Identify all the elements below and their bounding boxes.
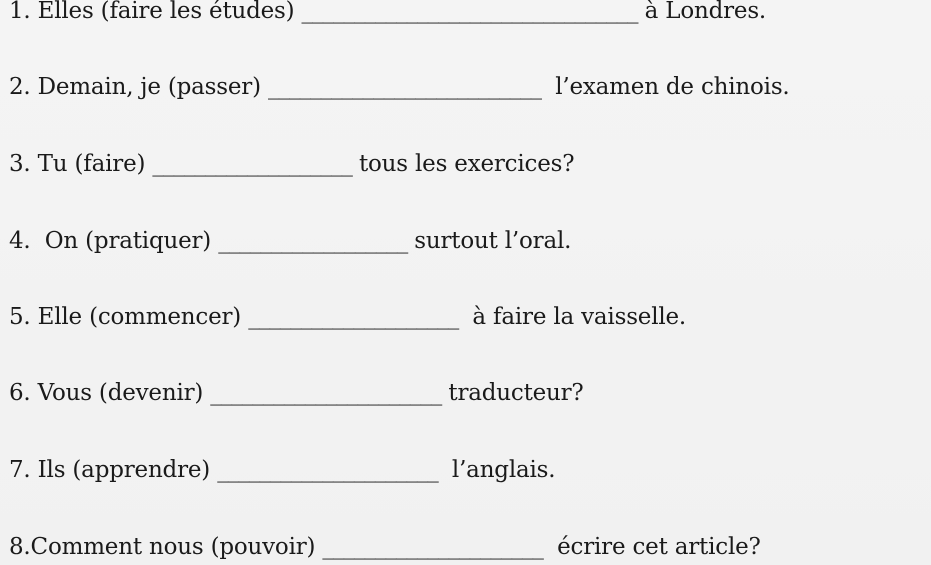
exercise-prompt: 2. Demain, je (passer) [9, 74, 268, 100]
exercise-line-4 [9, 227, 571, 255]
exercise-prompt: 5. Elle (commencer) [9, 304, 249, 330]
exercise-completion: surtout l’oral. [407, 228, 572, 254]
exercise-line-6 [9, 379, 584, 407]
exercise-prompt: 4. On (pratiquer) [9, 228, 219, 254]
answer-blank: __________________ [218, 228, 408, 254]
answer-blank: __________________________ [267, 74, 541, 100]
exercise-prompt: 6. Vous (devenir) [9, 380, 211, 406]
exercise-completion: écrire cet article? [542, 534, 761, 560]
exercise-completion: l’anglais. [437, 457, 556, 483]
answer-blank: ___________________ [152, 151, 352, 177]
exercise-line-7 [9, 456, 555, 484]
exercise-completion: tous les exercices? [351, 151, 575, 177]
exercise-prompt: 8.Comment nous (pouvoir) [9, 534, 323, 560]
exercise-prompt: 7. Ils (apprendre) [9, 457, 218, 483]
exercise-completion: l’examen de chinois. [540, 74, 790, 100]
answer-blank: ____________________ [248, 304, 459, 330]
exercise-prompt: 1. Elles (faire les études) [9, 0, 302, 24]
exercise-line-1 [9, 0, 766, 25]
exercise-completion: à Londres. [637, 0, 767, 24]
answer-blank: ________________________________ [301, 0, 638, 24]
exercise-completion: à faire la vaisselle. [458, 304, 687, 330]
answer-blank: ______________________ [210, 380, 442, 406]
exercise-line-8 [9, 533, 761, 561]
exercise-line-3 [9, 150, 574, 178]
answer-blank: _____________________ [322, 534, 543, 560]
answer-blank: _____________________ [217, 457, 438, 483]
exercise-line-5 [9, 303, 686, 331]
exercise-completion: traducteur? [441, 380, 584, 406]
exercise-prompt: 3. Tu (faire) [9, 151, 153, 177]
exercise-line-2 [9, 73, 790, 101]
